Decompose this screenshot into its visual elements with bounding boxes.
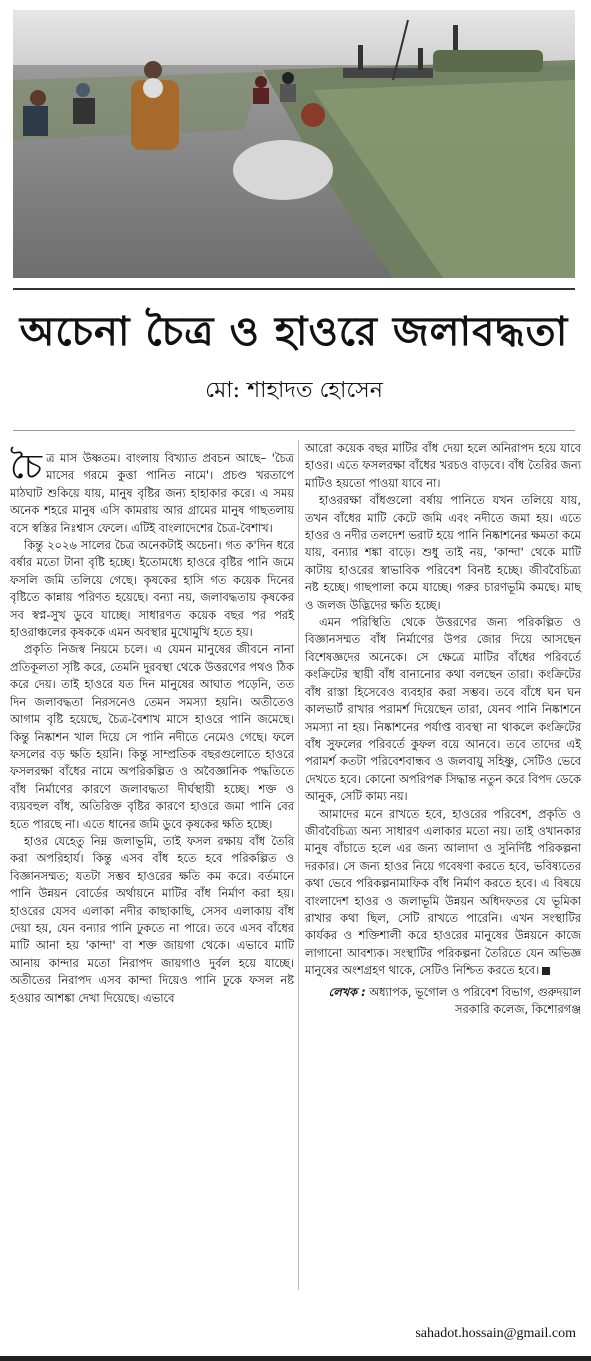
flooded-field-photo [13, 10, 575, 278]
article-paragraph: চৈত্র মাস উষ্ণতম। বাংলায় বিখ্যাত প্রবচন আছে– 'চৈত্র মাসের গরমে কুত্তা পানিত নামে'। প্রচণ্ড খরতাপে মাঠঘাট শুকিয়ে যায়, মানুষ বৃষ্টির জন্য হাহাকার করে। এ সময় অনেক শহরে মানুষ এসি কামরায় আর গ্রামের মানুষ গাছতলায় বসে স্বস্তির নিঃশ্বাস ফেলে। এটিই বাংলাদেশের চৈত্র-বৈশাখ। [10, 447, 294, 535]
article-paragraph: কিন্তু ২০২৬ সালের চৈত্র অনেকটাই অচেনা। গত ক'দিন ধরে বর্ষার মতো টানা বৃষ্টি হচ্ছে। ইতোমধ্যে হাওরে বৃষ্টির পানি জমে ফসলি জমি তলিয়ে গেছে। কৃষকের হাসি গত কয়েক দিনের বৃষ্টিতে কান্নায় পরিণত হয়েছে। বন্যা নয়, জলাবদ্ধতায় কৃষকের সব স্বপ্ন-সুখ ডুবে যাচ্ছে। সাধারণত কয়েক বছর পর পরই হাওরাঞ্চলের কৃষককে এমন অবস্থার মুখোমুখি হতে হয়। [10, 538, 294, 640]
author-affiliation: অধ্যাপক, ভূগোল ও পরিবেশ বিভাগ, গুরুদয়াল সরকারি কলেজ, কিশোরগঞ্জ [369, 984, 581, 1016]
article-paragraph: এমন পরিস্থিতি থেকে উত্তরণের জন্য পরিকল্পিত ও বিজ্ঞানসম্মত বাঁধ নির্মাণের উপর জোর দিয়ে আসছেন বিশেষজ্ঞদের অনেকে। সে ক্ষেত্রে মাটির বাঁধের পরিবর্তে কংক্রিটের স্থায়ী বাঁধ বানানোর কথা বলছেন তারা। কংক্রিটের বাঁধ রাস্তা হিসেবেও ব্যবহার করা সম্ভব। তবে বাঁধে ঘন ঘন কালভার্ট রাখার পরামর্শ দিয়েছেন তারা, যেনব পানি নিষ্কাশনে সমস্যা না হয়। নিষ্কাশনের পর্যাপ্ত ব্যবস্থা না থাকলে কংক্রিটের বাঁধ সুফলের পরিবর্তে কুফল বয়ে আনবে। তবে তাদের এই পরামর্শ কতটা পরিবেশবান্ধব ও জলবায়ু সহিষ্ণু, সেটিও ভেবে দেখতে হবে। কোনো অপরিপক্ব সিদ্ধান্ত নতুন করে বিপদ ডেকে আনুক, সেটি কাম্য নয়। [305, 615, 581, 804]
bottom-border [0, 1356, 591, 1361]
author-label: লেখক : [328, 984, 366, 999]
article-paragraph: হাওর যেহেতু নিম্ন জলাভূমি, তাই ফসল রক্ষায় বাঁধ তৈরি করা অপরিহার্য। কিন্তু এসব বাঁধ হতে হবে পরিকল্পিত ও বিজ্ঞানসম্মত; যতটা সম্ভব হাওরের ক্ষতি কম করে। বর্তমানে পানি উন্নয়ন বোর্ডের অর্থায়নে মাটির বাঁধ নির্মাণ করা হয়। হাওরের যেসব এলাকা নদীর কাছাকাছি, সেসব এলাকায় বাঁধ দেয়া হয়, যেন বন্যার পানি ঢুকতে না পারে। তবে এসব বাঁধের মাটি আনা হয় 'কান্দা' বা শক্ত জায়গা থেকে। এভাবে মাটি আনায় কান্দার মতো নিরাপদ জায়গাও দুর্বল হয়ে যাচ্ছে। অতীতের নিরাপদ এসব কান্দা দিয়েও পানি ঢুকে ফসল নষ্ট হওয়ার আশঙ্কা দেখা দিয়েছে। এভাবে [10, 833, 294, 1005]
article-byline: মো: শাহাদত হোসেন [205, 378, 383, 403]
byline-divider [13, 430, 575, 431]
article-photo [13, 10, 575, 278]
top-divider [13, 288, 575, 290]
article-paragraph: হাওররক্ষা বাঁধগুলো বর্ষায় পানিতে যখন তলিয়ে যায়, তখন বাঁধের মাটি কেটে জমি এবং নদীতে জমা হয়। এতে হাওর ও নদীর তলদেশ ভরাট হয়ে পানি নিষ্কাশনের ক্ষমতা কমে যায়, বন্যার শঙ্কা বাড়ে। শুধু তাই নয়, 'কান্দা' থেকে মাটি কাটায় হাওরের স্বাভাবিক পরিবেশ বিনষ্ট হচ্ছে। জীববৈচিত্র্য নষ্ট হচ্ছে। গাছপালা কমে যাচ্ছে। গরুর চারণভূমি কমছে। মাছ ও জলজ উদ্ভিদের ক্ষতি হচ্ছে। [305, 493, 581, 612]
article-headline: অচেনা চৈত্র ও হাওরে জলাবদ্ধতা [19, 308, 569, 355]
article-paragraph: আরো কয়েক বছর মাটির বাঁধ দেয়া হলে অনিরাপদ হয়ে যাবে হাওর। এতে ফসলরক্ষা বাঁধের খরচও বাড়বে। বাঁধ তৈরির জন্য মাটিও হয়তো পাওয়া যাবে না। [305, 441, 581, 490]
author-credit [305, 984, 581, 1019]
article-column-right [305, 440, 581, 1018]
end-mark-icon [542, 967, 550, 975]
article-paragraph: প্রকৃতি নিজস্ব নিয়মে চলে। এ যেমন মানুষের জীবনে নানা প্রতিকূলতা সৃষ্টি করে, তেমনি দুরবস্থা থেকে উত্তরণের পথও ঠিক করে দেয়। তাই হাওরে যত দিন মানুষের আঘাত পড়েনি, তত দিন জলাবদ্ধতা নিরসনেও তেমন সমস্যা হয়নি। অতীতেও আগাম বৃষ্টি হয়েছে, চৈত্র-বৈশাখ মাসে হাওরে পানি জমেছে। কিন্তু নিষ্কাশন খাল দিয়ে সে পানি নদীতে নেমেও গেছে। ফলে ফসলের বড় ক্ষতি হয়নি। কিন্তু সাম্প্রতিক বছরগুলোতে হাওরে ফসলরক্ষা বাঁধের নামে অপরিকল্পিত ও অবৈজ্ঞানিক পদ্ধতিতে বাঁধ নির্মাণের কারণে জলাবদ্ধতা দীর্ঘস্থায়ী হচ্ছে। শক্ত ও ব্যয়বহুল বাঁধ, অতিরিক্ত বৃষ্টির কারণে হাওরে জমা পানি বের হতে পারছে না। এতে ধানের জমি ডুবে কৃষকের ক্ষতি হচ্ছে। [10, 642, 294, 831]
column-divider [298, 440, 299, 1290]
author-email: sahadot.hossain@gmail.com [415, 1326, 576, 1341]
article-column-left [10, 447, 294, 1007]
drop-cap: চৈ [10, 447, 43, 487]
article-paragraph: আমাদের মনে রাখতে হবে, হাওরের পরিবেশ, প্রকৃতি ও জীববৈচিত্র্য অন্য সাধারণ এলাকার মতো নয়। তাই ওখানকার মানুষ বাঁচাতে হলে এর জন্য আলাদা ও সুনির্দিষ্ট পরিকল্পনা দরকার। সে জন্য হাওর নিয়ে গবেষণা করতে হবে, ভবিষ্যতের কথা ভেবে পরিকল্পনামাফিক বাঁধ নির্মাণ করতে হবে। এ বিষয়ে বাংলাদেশ হাওর ও জলাভূমি উন্নয়ন অধিদফতর যে ভূমিকা রাখার কথা ছিল, সেটি রাখতে পারেনি। এখন সংস্থাটির কার্যকর ও শক্তিশালী করে হাওরের মানুষের উন্নয়নে কাজে লাগানো আবশ্যক। সংস্থাটির পরিকল্পনা তৈরিতে যেন অভিজ্ঞ মানুষের অংশগ্রহণ থাকে, সেটিও নিশ্চিত করতে হবে। [305, 806, 581, 978]
